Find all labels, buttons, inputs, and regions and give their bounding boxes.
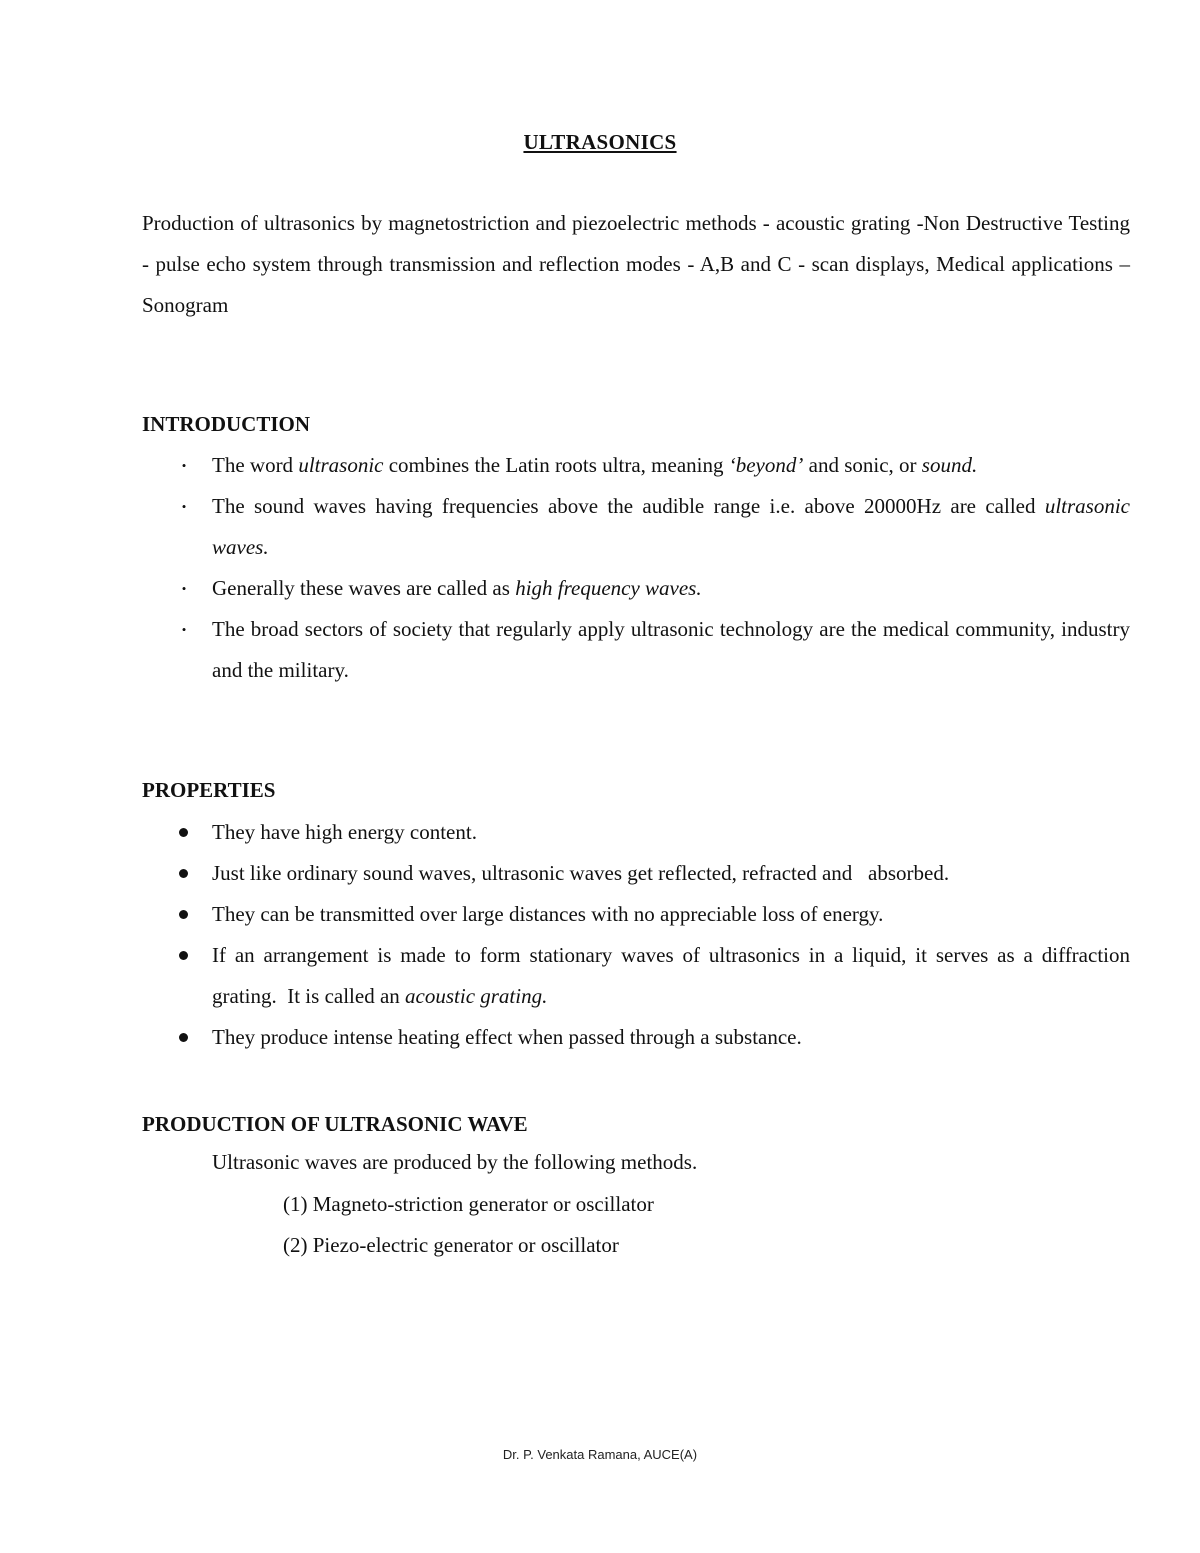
production-heading: PRODUCTION OF ULTRASONIC WAVE (142, 1112, 528, 1136)
introduction-heading: INTRODUCTION (142, 412, 311, 436)
production-intro: Ultrasonic waves are produced by the following methods. (212, 1150, 698, 1174)
introduction-list (142, 445, 1130, 691)
bullet-icon: • (181, 499, 187, 514)
bullet-icon: • (181, 458, 187, 473)
bullet-icon: • (181, 622, 187, 637)
list-item: • The sound waves having frequencies above the audible range i.e. above 20000Hz are called ultrasonic waves. (142, 486, 1130, 568)
list-item: • Generally these waves are called as high frequency waves. (142, 568, 1130, 609)
bullet-icon: • (181, 581, 187, 596)
properties-heading: PROPERTIES (142, 778, 276, 802)
list-item: • The broad sectors of society that regularly apply ultrasonic technology are the medical community, industry and the military. (142, 609, 1130, 691)
list-item: If an arrangement is made to form stationary waves of ultrasonics in a liquid, it serves as a diffraction grating. It is called an acoustic grating. (212, 943, 1130, 1008)
list-item: Just like ordinary sound waves, ultrasonic waves get reflected, refracted and absorbed. (212, 861, 950, 885)
method-item: (1) Magneto-striction generator or oscillator (283, 1192, 654, 1216)
list-item: They have high energy content. (212, 820, 477, 844)
page-title: ULTRASONICS (523, 130, 677, 154)
properties-list (142, 812, 1130, 1058)
list-item: They can be transmitted over large distances with no appreciable loss of energy. (212, 902, 884, 926)
list-item: They produce intense heating effect when passed through a substance. (212, 1025, 802, 1049)
page-footer: Dr. P. Venkata Ramana, AUCE(A) (502, 1447, 698, 1462)
method-item: (2) Piezo-electric generator or oscillator (283, 1233, 619, 1257)
syllabus-paragraph: Production of ultrasonics by magnetostriction and piezoelectric methods - acoustic grating -Non Destructive Testing - pulse echo system through transmission and reflection modes - A,B and C - scan displays, Medical applications – Sonogram (142, 211, 1130, 317)
list-item: • The word ultrasonic combines the Latin roots ultra, meaning ‘beyond’ and sonic, or sound. (142, 445, 1130, 486)
